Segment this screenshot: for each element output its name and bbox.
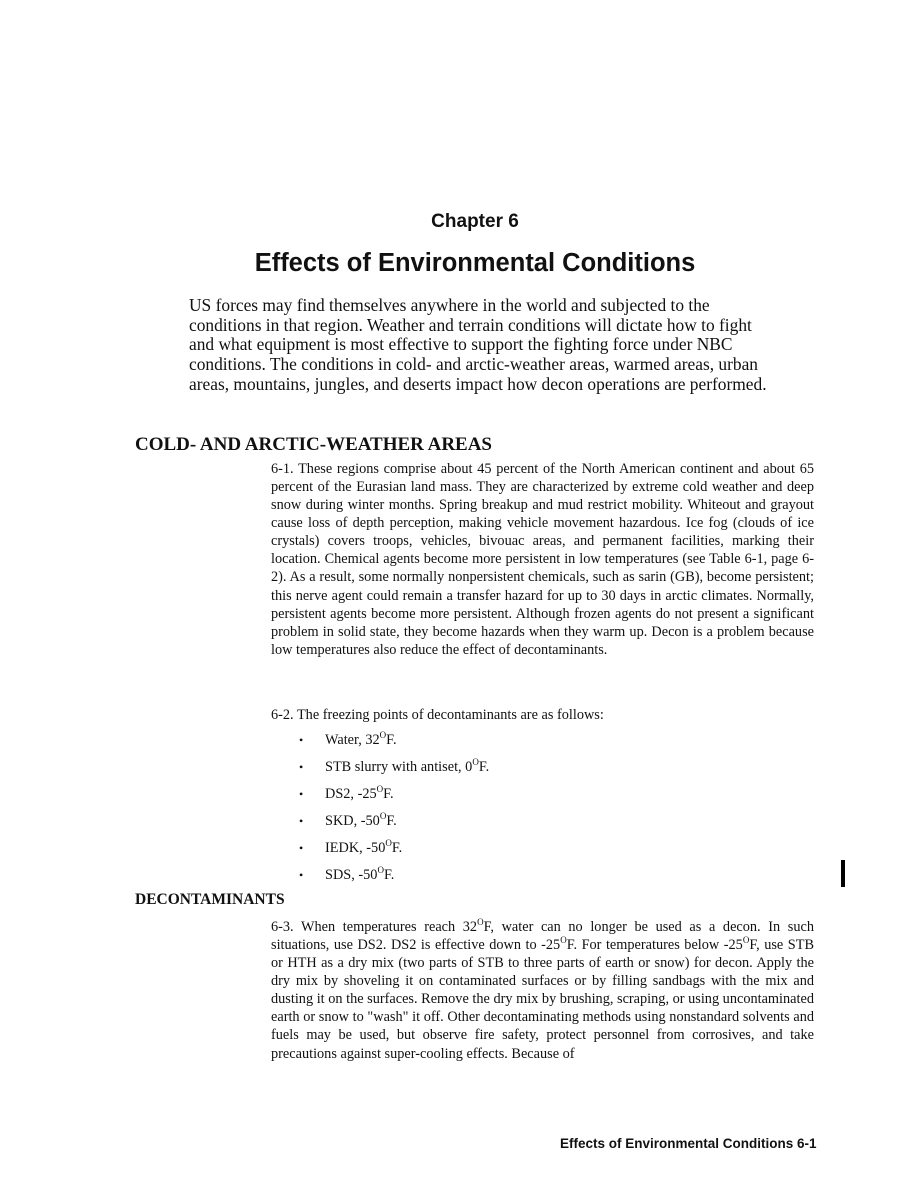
bullet-icon: • bbox=[299, 841, 304, 855]
subheading-decontaminants: DECONTAMINANTS bbox=[135, 891, 285, 908]
list-item: • SKD, $-50^OF$. bbox=[299, 811, 397, 829]
paragraph-6-1: 6-1. These regions comprise about 45 percent of the North American continent and about 65 percent of the Eurasian land mass. They are characterized by extreme cold weather and deep snow during winter months. Spring breakup and mud restrict mobility. Whiteout and grayout cause loss of depth perception, making vehicle movement hazardous. Ice fog (clouds of ice crystals) covers troops, vehicles, bivouac areas, and permanent facilities, marking their location. Chemical agents become more persistent in low temperatures (see Table 6-1, page 6-2). As a result, some normally nonpersistent chemicals, such as sarin (GB), become persistent; this nerve agent could remain a transfer hazard for up to 30 days in arctic climates. Normally, persistent agents become more persistent. Although frozen agents do not present a significant problem in solid state, they become hazards when they warm up. Decon is a problem because low temperatures also reduce the effect of decontaminants. bbox=[271, 461, 814, 658]
list-item: • SDS, $-50^OF$. bbox=[299, 865, 395, 883]
bullet-icon: • bbox=[299, 733, 304, 747]
chapter-label: Chapter 6 bbox=[431, 211, 519, 232]
bullet-icon: • bbox=[299, 787, 304, 801]
list-item: • Water, $32^OF$. bbox=[299, 730, 397, 748]
bullet-icon: • bbox=[299, 814, 304, 828]
change-bar bbox=[841, 860, 845, 887]
page-footer: Effects of Environmental Conditions 6-1 bbox=[560, 1136, 817, 1151]
list-item: • STB slurry with antiset, $0^OF$. bbox=[299, 757, 490, 775]
list-item: • IEDK, $-50^OF$. bbox=[299, 838, 403, 856]
bullet-icon: • bbox=[299, 760, 304, 774]
section-heading: COLD- AND ARCTIC-WEATHER AREAS bbox=[135, 434, 493, 455]
intro-paragraph: US forces may find themselves anywhere in the world and subjected to the conditions in that region. Weather and terrain conditions will dictate how to fight and what equipment is most effective to support the fighting force under NBC conditions. The conditions in cold- and arctic-weather areas, warmed areas, urban areas, mountains, jungles, and deserts impact how decon operations are performed. bbox=[189, 295, 767, 394]
paragraph-6-3: 6-3. When temperatures reach $32^OF$, water can no longer be used as a decon. In such situations, use DS2. DS2 is effective down to $-25^OF$. For temperatures below $-25^OF$, use STB or HTH as a dry mix (two parts of STB to three parts of earth or snow) for decon. Apply the dry mix by shoveling it on contaminated surfaces or by filling sandbags with the mix and dusting it on the surfaces. Remove the dry mix by brushing, scraping, or using uncontaminated earth or snow to "wash" it off. Other decontaminating methods using nonstandard solvents and fuels may be used, but observe fire safety, protect personnel from corrosives, and take precautions against super-cooling effects. Because of bbox=[271, 917, 814, 1062]
list-item: • DS2, $-25^OF$. bbox=[299, 784, 394, 802]
page-title: Effects of Environmental Conditions bbox=[254, 249, 696, 277]
bullet-icon: • bbox=[299, 868, 304, 882]
paragraph-6-2: 6-2. The freezing points of decontaminants are as follows: bbox=[271, 707, 604, 723]
